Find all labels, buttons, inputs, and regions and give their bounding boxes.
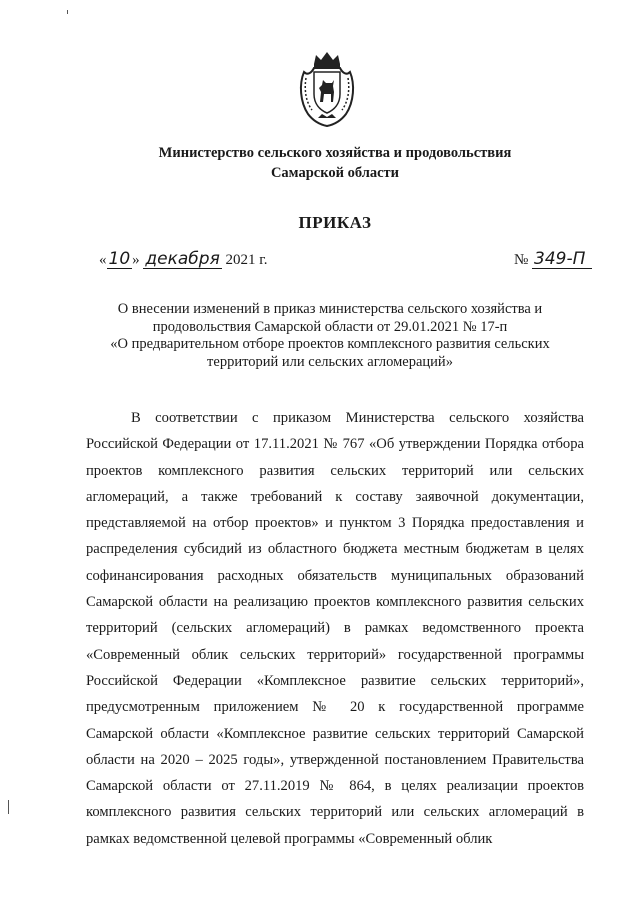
subject-line-3: «О предварительном отборе проектов комплексного развития сельских bbox=[110, 336, 550, 352]
subject-line-4: территорий или сельских агломераций» bbox=[207, 353, 453, 370]
ministry-line-1: Министерство сельского хозяйства и продовольствия bbox=[158, 145, 512, 161]
document-date bbox=[99, 250, 268, 269]
document-number bbox=[514, 250, 592, 269]
date-month: декабря bbox=[145, 249, 220, 269]
document-type: ПРИКАЗ bbox=[298, 213, 372, 232]
date-close-quote: » bbox=[132, 252, 140, 268]
subject-line-1: О внесении изменений в приказ министерства сельского хозяйства и bbox=[117, 301, 543, 317]
number-prefix: № bbox=[513, 252, 529, 268]
order-subject bbox=[80, 301, 580, 371]
ministry-line-2: Самарской области bbox=[270, 165, 400, 181]
top-scan-mark bbox=[67, 10, 68, 14]
ministry-name bbox=[100, 143, 570, 183]
subject-line-2: продовольствия Самарской области от 29.01.2021 № 17-п bbox=[152, 318, 508, 335]
left-scan-mark bbox=[8, 800, 9, 814]
samara-coat-of-arms-icon bbox=[296, 50, 358, 128]
date-year: 2021 г. bbox=[225, 252, 268, 268]
number-value: 349-П bbox=[532, 250, 592, 269]
body-paragraph: В соответствии с приказом Министерства сельского хозяйства Российской Федерации от 17.11.2021 № 767 «Об утверждении Порядка отбора проектов комплексного развития сельских территорий или сельских агломераций, а также требований к составу заявочной документации, представляемой на отбор проектов» и пунктом 3 Порядка предоставления и распределения субсидий из областного бюджета местным бюджетам в целях софинансирования расходных обязательств муниципальных образований Самарской области на реализацию проектов комплексного развития сельских территорий (сельских агломераций) в рамках ведомственного проекта «Современный облик сельских территорий» государственной программы Российской Федерации «Комплексное развитие сельских территорий», предусмотренным приложением № 20 к государственной программе Самарской области «Комплексное развитие сельских территорий Самарской области на 2020 – 2025 годы», утвержденной постановлением Правительства Самарской области от 27.11.2019 № 864, в целях реализации проектов комплексного развития сельских территорий или сельских агломераций в рамках ведомственной целевой программы «Современный облик bbox=[86, 410, 584, 847]
date-day: 10 bbox=[108, 249, 131, 269]
date-open-quote: « bbox=[99, 252, 107, 268]
